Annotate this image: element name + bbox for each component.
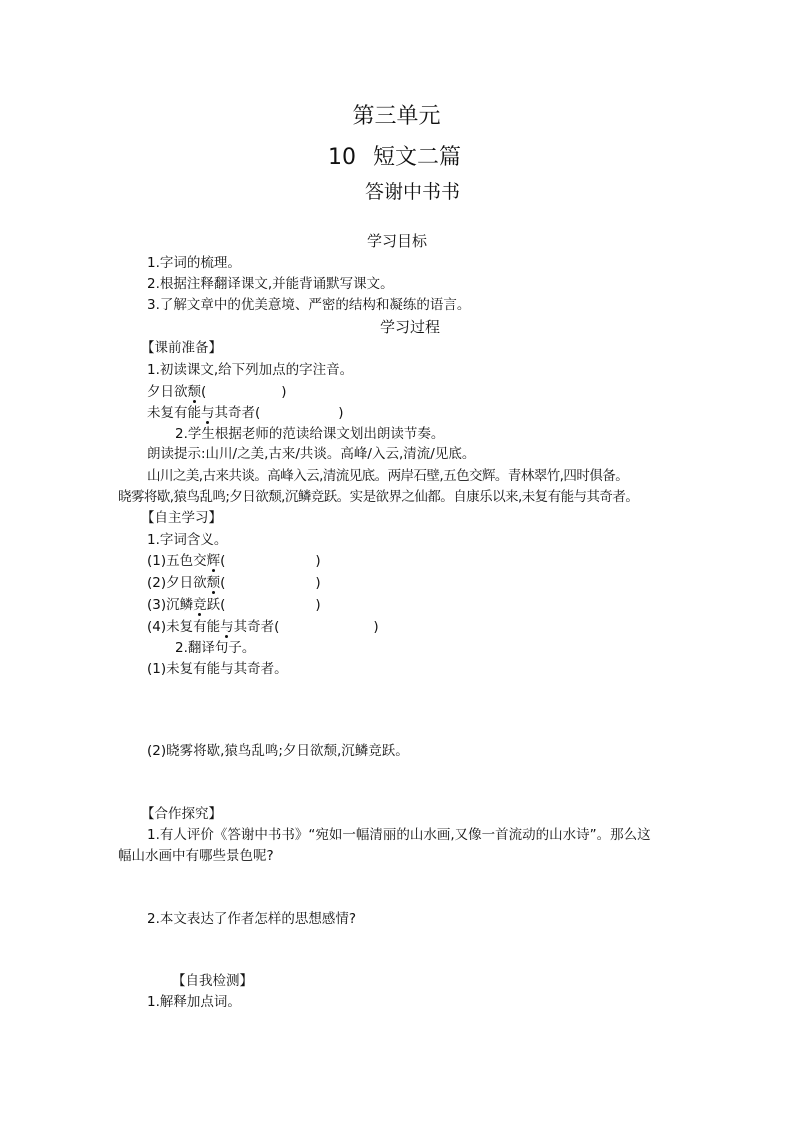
cooperation-question-1: 1.有人评价《答谢中书书》“宛如一幅清丽的山水画,又像一首流动的山水诗”。那么这	[147, 827, 651, 843]
paren-open: (	[220, 575, 226, 591]
translate-sentence-1: (1)未复有能与其奇者。	[147, 661, 288, 677]
self-study-question-1: 1.字词含义。	[147, 532, 228, 548]
paren-close: )	[315, 553, 321, 569]
unit-title: 第三单元	[352, 104, 441, 129]
word-text: 其奇者	[233, 619, 275, 635]
paren-open: (	[220, 553, 226, 569]
paren-close: )	[373, 619, 379, 635]
cooperation-heading: 【合作探究】	[141, 806, 222, 822]
process-heading: 学习过程	[380, 318, 441, 336]
dotted-char: 辉	[206, 553, 221, 569]
dotted-char: 与	[220, 619, 234, 635]
paren-open: (	[274, 619, 280, 635]
passage-line: 山川之美,古来共谈。高峰入云,清流见底。两岸石壁,五色交辉。青林翠竹,四时俱备。	[147, 468, 629, 484]
dotted-char: 竞	[193, 597, 207, 613]
self-study-question-2: 2.翻译句子。	[175, 640, 256, 656]
paren-close: )	[281, 384, 287, 400]
dotted-char: 颓	[206, 575, 221, 591]
lesson-title	[328, 145, 461, 171]
word-text: 跃	[206, 597, 221, 613]
dotted-char: 颓	[187, 384, 201, 400]
self-check-question-1: 1.解释加点词。	[147, 994, 241, 1010]
paren-close: )	[315, 575, 321, 591]
preview-heading: 【课前准备】	[141, 340, 222, 356]
paren-close: )	[315, 597, 321, 613]
pinyin-item-2	[147, 404, 344, 422]
passage-line: 晓雾将歇,猿鸟乱鸣;夕日欲颓,沉鳞竞跃。实是欲界之仙都。自康乐以来,未复有能与其奇者。	[118, 489, 639, 505]
translate-sentence-2: (2)晓雾将歇,猿鸟乱鸣;夕日欲颓,沉鳞竞跃。	[147, 743, 409, 759]
pinyin-item-1	[147, 383, 287, 401]
paren-open: (	[220, 597, 226, 613]
word-text: (3)沉鳞	[147, 597, 194, 613]
goal-item: 3.了解文章中的优美意境、严密的结构和凝练的语言。	[147, 297, 471, 313]
goal-item: 2.根据注释翻译课文,并能背诵默写课文。	[147, 276, 394, 292]
word-text: (4)未复有能	[147, 619, 221, 635]
preview-question-2: 2.学生根据老师的范读给课文划出朗读节奏。	[175, 426, 445, 442]
word-text: (1)五色交	[147, 553, 207, 569]
meaning-item-3	[147, 596, 321, 614]
paren-close: )	[338, 405, 344, 421]
reading-tip: 朗读提示:山川/之美,古来/共谈。高峰/入云,清流/见底。	[147, 446, 476, 462]
meaning-item-1	[147, 552, 321, 570]
word-text: 夕日欲	[147, 384, 188, 400]
lesson-name: 短文二篇	[373, 145, 462, 170]
lesson-number: 10	[328, 145, 356, 170]
word-text: (2)夕日欲	[147, 575, 207, 591]
cooperation-question-1-cont: 幅山水画中有哪些景色呢?	[118, 848, 274, 864]
dotted-char: 与	[201, 405, 215, 421]
word-text: 其奇者	[214, 405, 255, 421]
preview-question-1: 1.初读课文,给下列加点的字注音。	[147, 362, 354, 378]
goals-heading: 学习目标	[367, 232, 428, 250]
self-check-heading: 【自我检测】	[172, 973, 253, 989]
meaning-item-2	[147, 574, 321, 592]
self-study-heading: 【自主学习】	[141, 510, 222, 526]
word-text: 未复有能	[147, 405, 201, 421]
essay-title: 答谢中书书	[365, 181, 461, 203]
paren-open: (	[255, 405, 261, 421]
cooperation-question-2: 2.本文表达了作者怎样的思想感情?	[147, 911, 357, 927]
goal-item: 1.字词的梳理。	[147, 255, 241, 271]
meaning-item-4	[147, 618, 379, 636]
paren-open: (	[201, 384, 207, 400]
